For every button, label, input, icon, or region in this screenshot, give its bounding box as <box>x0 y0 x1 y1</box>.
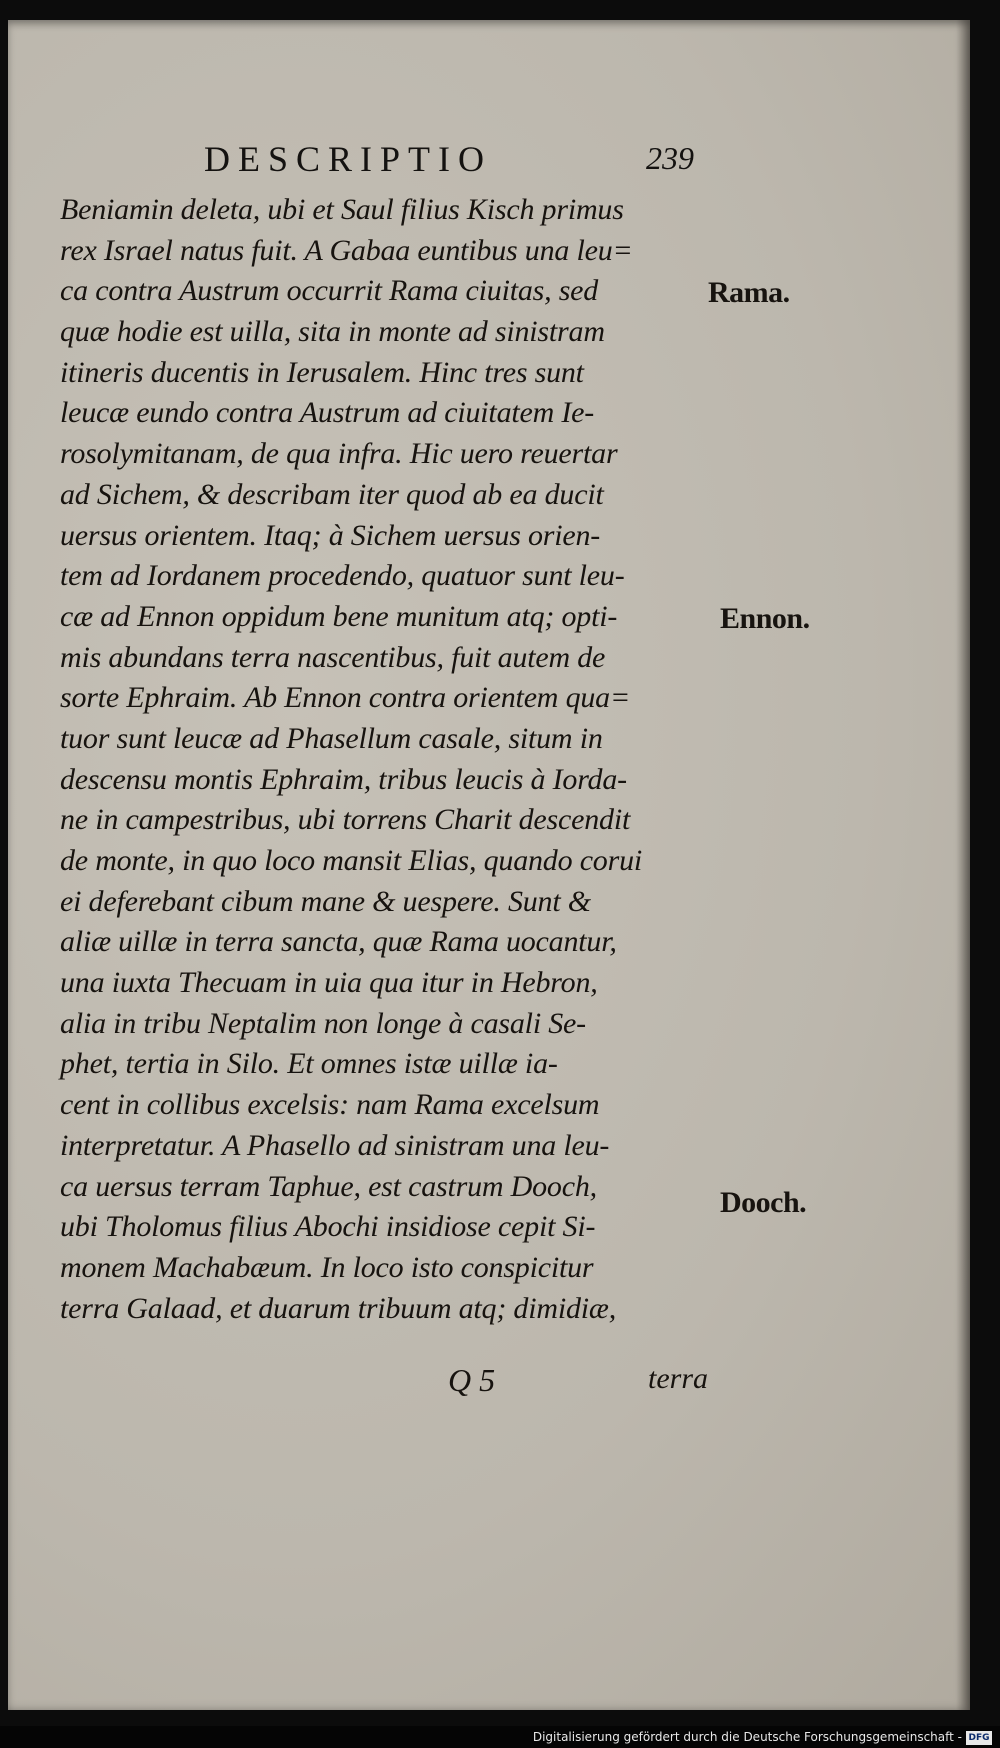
text-line: interpretatur. A Phasello ad sinistram una leu- <box>60 1128 610 1162</box>
running-head <box>204 138 744 188</box>
text-line: ne in campestribus, ubi torrens Charit descendit <box>60 803 631 837</box>
footer-credit: Digitalisierung gefördert durch die Deutsche Forschungsgemeinschaft - <box>532 1730 962 1744</box>
marginal-note-dooch: Dooch. <box>720 1186 807 1219</box>
text-line: rex Israel natus fuit. A Gabaa euntibus una leu= <box>60 233 633 267</box>
text-line: uersus orientem. Itaq; à Sichem uersus orien- <box>60 518 601 552</box>
text-line: ei deferebant cibum mane & uespere. Sunt & <box>60 884 591 918</box>
text-line: alia in tribu Neptalim non longe à casali Se- <box>60 1006 586 1040</box>
marginal-note-rama: Rama. <box>708 276 790 309</box>
text-line: tuor sunt leucæ ad Phasellum casale, situm in <box>60 721 603 755</box>
text-line: Beniamin deleta, ubi et Saul filius Kisch primus <box>60 193 624 226</box>
footer-bar <box>0 1726 1000 1748</box>
running-title: DESCRIPTIO <box>204 139 493 179</box>
text-line: cent in collibus excelsis: nam Rama excelsum <box>60 1088 600 1122</box>
page-number: 239 <box>646 140 694 176</box>
signature-row <box>448 1362 748 1406</box>
text-line: terra Galaad, et duarum tribuum atq; dimidiæ, <box>60 1291 617 1325</box>
signature-mark: Q 5 <box>448 1362 496 1398</box>
text-line: phet, tertia in Silo. Et omnes istæ uillæ ia- <box>60 1047 558 1081</box>
text-line: aliæ uillæ in terra sancta, quæ Rama uocantur, <box>60 925 617 959</box>
text-line: cæ ad Ennon oppidum bene munitum atq; opti- <box>60 599 618 633</box>
text-line: ubi Tholomus filius Abochi insidiose cepit Si- <box>60 1210 596 1244</box>
text-line: ca uersus terram Taphue, est castrum Dooch, <box>60 1169 597 1203</box>
text-line: de monte, in quo loco mansit Elias, quando corui <box>60 844 643 877</box>
text-line: ca contra Austrum occurrit Rama ciuitas, sed <box>60 274 599 308</box>
text-line: ad Sichem, & describam iter quod ab ea ducit <box>60 477 604 511</box>
text-line: rosolymitanam, de qua infra. Hic uero reuertar <box>60 437 618 471</box>
text-line: una iuxta Thecuam in uia qua itur in Hebron, <box>60 966 598 1000</box>
text-line: sorte Ephraim. Ab Ennon contra orientem qua= <box>60 681 631 715</box>
text-line: monem Machabæum. In loco isto conspicitur <box>60 1250 594 1284</box>
marginal-note-ennon: Ennon. <box>720 602 810 635</box>
text-line: leucæ eundo contra Austrum ad ciuitatem Ie- <box>60 396 595 430</box>
book-page <box>8 20 970 1710</box>
dfg-logo-icon: DFG <box>966 1731 992 1745</box>
text-line: itineris ducentis in Ierusalem. Hinc tres sunt <box>60 355 584 389</box>
text-line: mis abundans terra nascentibus, fuit autem de <box>60 640 606 674</box>
catchword: terra <box>648 1362 708 1395</box>
page-edge-shadow <box>956 20 970 1710</box>
body-text <box>60 190 740 1329</box>
text-line: descensu montis Ephraim, tribus leucis à Iorda- <box>60 762 627 796</box>
text-line: quæ hodie est uilla, sita in monte ad sinistram <box>60 315 605 349</box>
text-line: tem ad Iordanem procedendo, quatuor sunt leu- <box>60 559 625 593</box>
